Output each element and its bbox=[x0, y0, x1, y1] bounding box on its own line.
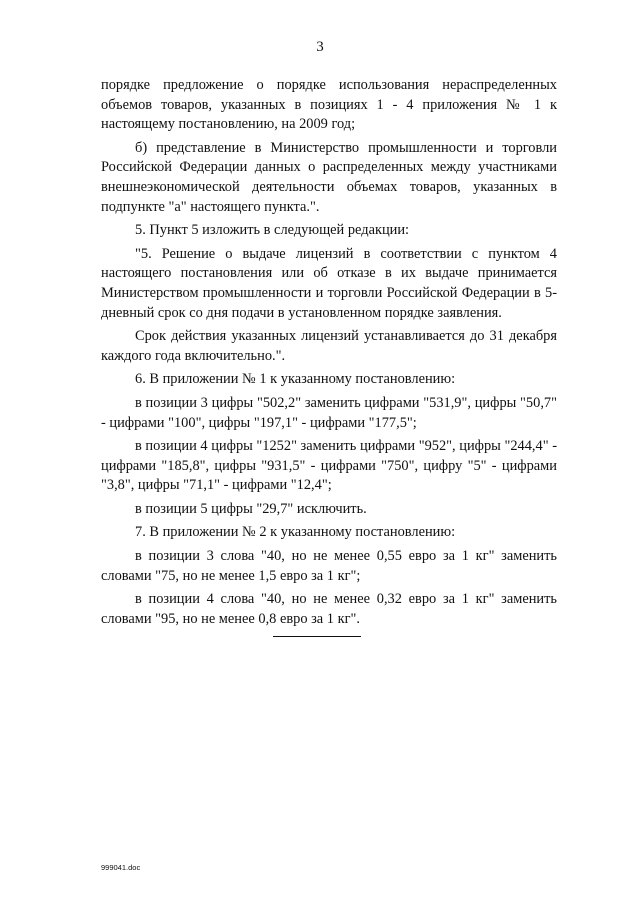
paragraph: "5. Решение о выдаче лицензий в соответствии с пунктом 4 настоящего постановления или об отказе в их выдаче принимается Министерством промышленности и торговли Российской Федерации в 5-дневный срок со дня подачи в установленном порядке заявления. bbox=[101, 245, 557, 321]
page-number: 3 bbox=[316, 39, 324, 55]
paragraph: 5. Пункт 5 изложить в следующей редакции: bbox=[135, 222, 410, 239]
end-of-text-rule bbox=[273, 636, 361, 637]
paragraph: 7. В приложении № 2 к указанному постановлению: bbox=[135, 524, 456, 541]
paragraph: в позиции 4 слова "40, но не менее 0,32 евро за 1 кг" заменить словами "95, но не менее 0,8 евро за 1 кг". bbox=[101, 591, 557, 627]
document-body bbox=[101, 76, 557, 633]
paragraph: в позиции 4 цифры "1252" заменить цифрами "952", цифры "244,4" - цифрами "185,8", цифры "931,5" - цифрами "750", цифру "5" - цифрами "3,8", цифры "71,1" - цифрами "12,4"; bbox=[101, 438, 557, 494]
footer-file-code: 999041.doc bbox=[101, 863, 141, 872]
paragraph: в позиции 5 цифры "29,7" исключить. bbox=[135, 500, 367, 517]
paragraph: в позиции 3 цифры "502,2" заменить цифрами "531,9", цифры "50,7" - цифрами "100", цифры "197,1" - цифрами "177,5"; bbox=[101, 394, 557, 431]
paragraph: Срок действия указанных лицензий устанавливается до 31 декабря каждого года включительно.". bbox=[101, 328, 557, 364]
paragraph: б) представление в Министерство промышленности и торговли Российской Федерации данных о распределенных между участниками внешнеэкономической деятельности объемах товаров, указанных в подпункте "а" настоящего пункта.". bbox=[101, 139, 557, 215]
paragraph: 6. В приложении № 1 к указанному постановлению: bbox=[135, 371, 456, 388]
paragraph: порядке предложение о порядке использования нераспределенных объемов товаров, указанных в позициях 1 - 4 приложения № 1 к настоящему постановлению, на 2009 год; bbox=[101, 77, 557, 133]
paragraph: в позиции 3 слова "40, но не менее 0,55 евро за 1 кг" заменить словами "75, но не менее 1,5 евро за 1 кг"; bbox=[101, 548, 557, 584]
